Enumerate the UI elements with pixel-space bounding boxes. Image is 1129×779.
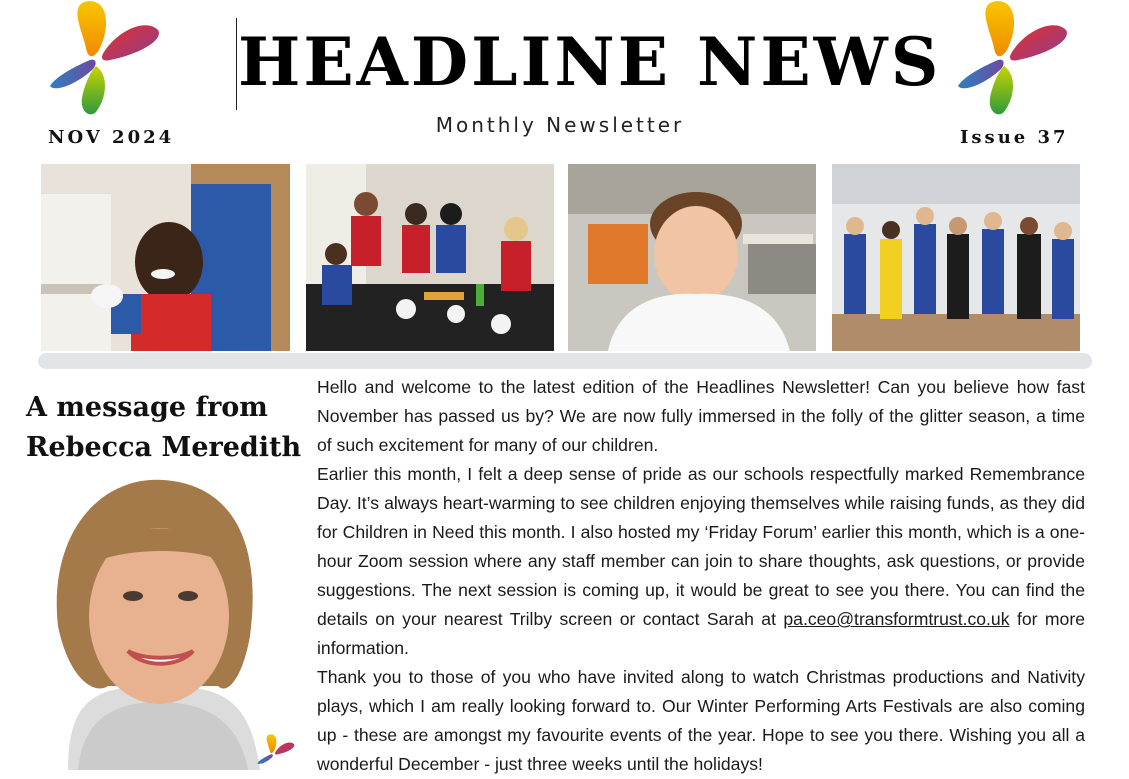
photo-children-dancing-hall xyxy=(832,164,1080,351)
photo-smiling-boy xyxy=(568,164,816,351)
issue-number: Issue 37 xyxy=(960,127,1069,148)
message-heading xyxy=(26,388,306,468)
message-paragraph-3: Thank you to those of you who have invited along to watch Christmas productions and Nativity plays, which I am really looking forward to. Our Winter Performing Arts Festivals are also coming up - these are amongst my favourite events of the year. Hope to see you there. Wishing you all a wonderful December - just three weeks until the holidays! xyxy=(317,667,1085,774)
photo-children-activity-table xyxy=(306,164,554,351)
trust-logo-icon xyxy=(948,0,1068,118)
photo-strip-underline xyxy=(38,353,1092,369)
message-heading-line1: A message from xyxy=(26,392,268,423)
title-divider xyxy=(236,18,237,110)
message-paragraph-2-tail: for more information. xyxy=(317,609,1085,658)
trust-logo-icon xyxy=(40,0,160,118)
trust-logo-small-icon xyxy=(254,734,304,774)
photo-girl-with-cup xyxy=(41,164,290,351)
newsletter-subtitle: Monthly Newsletter xyxy=(435,113,685,137)
message-heading-line2: Rebecca Meredith xyxy=(26,432,302,463)
message-paragraph-2 xyxy=(317,460,1085,663)
newsletter-title: HEADLINE NEWS xyxy=(238,23,942,101)
message-paragraph-1: Hello and welcome to the latest edition of the Headlines Newsletter! Can you believe how fast November has passed us by? We are now fully immersed in the folly of the glitter season, a time of such excitement for many of our children. xyxy=(317,377,1085,455)
message-paragraph-2-text: Earlier this month, I felt a deep sense of pride as our schools respectfully marked Remembrance Day. It’s always heart-warming to see children enjoying themselves while raising funds, as they did for Children in Need this month. I also hosted my ‘Friday Forum’ earlier this month, which is a one-hour Zoom session where any staff member can join to share thoughts, ask questions, or provide suggestions. The next session is coming up, it would be great to see you there. You can find the details on your nearest Trilby screen or contact Sarah at xyxy=(317,464,1085,629)
author-portrait xyxy=(38,476,280,770)
email-link[interactable]: pa.ceo@transformtrust.co.uk xyxy=(783,609,1010,629)
message-body xyxy=(317,373,1085,779)
issue-date: NOV 2024 xyxy=(48,127,175,148)
